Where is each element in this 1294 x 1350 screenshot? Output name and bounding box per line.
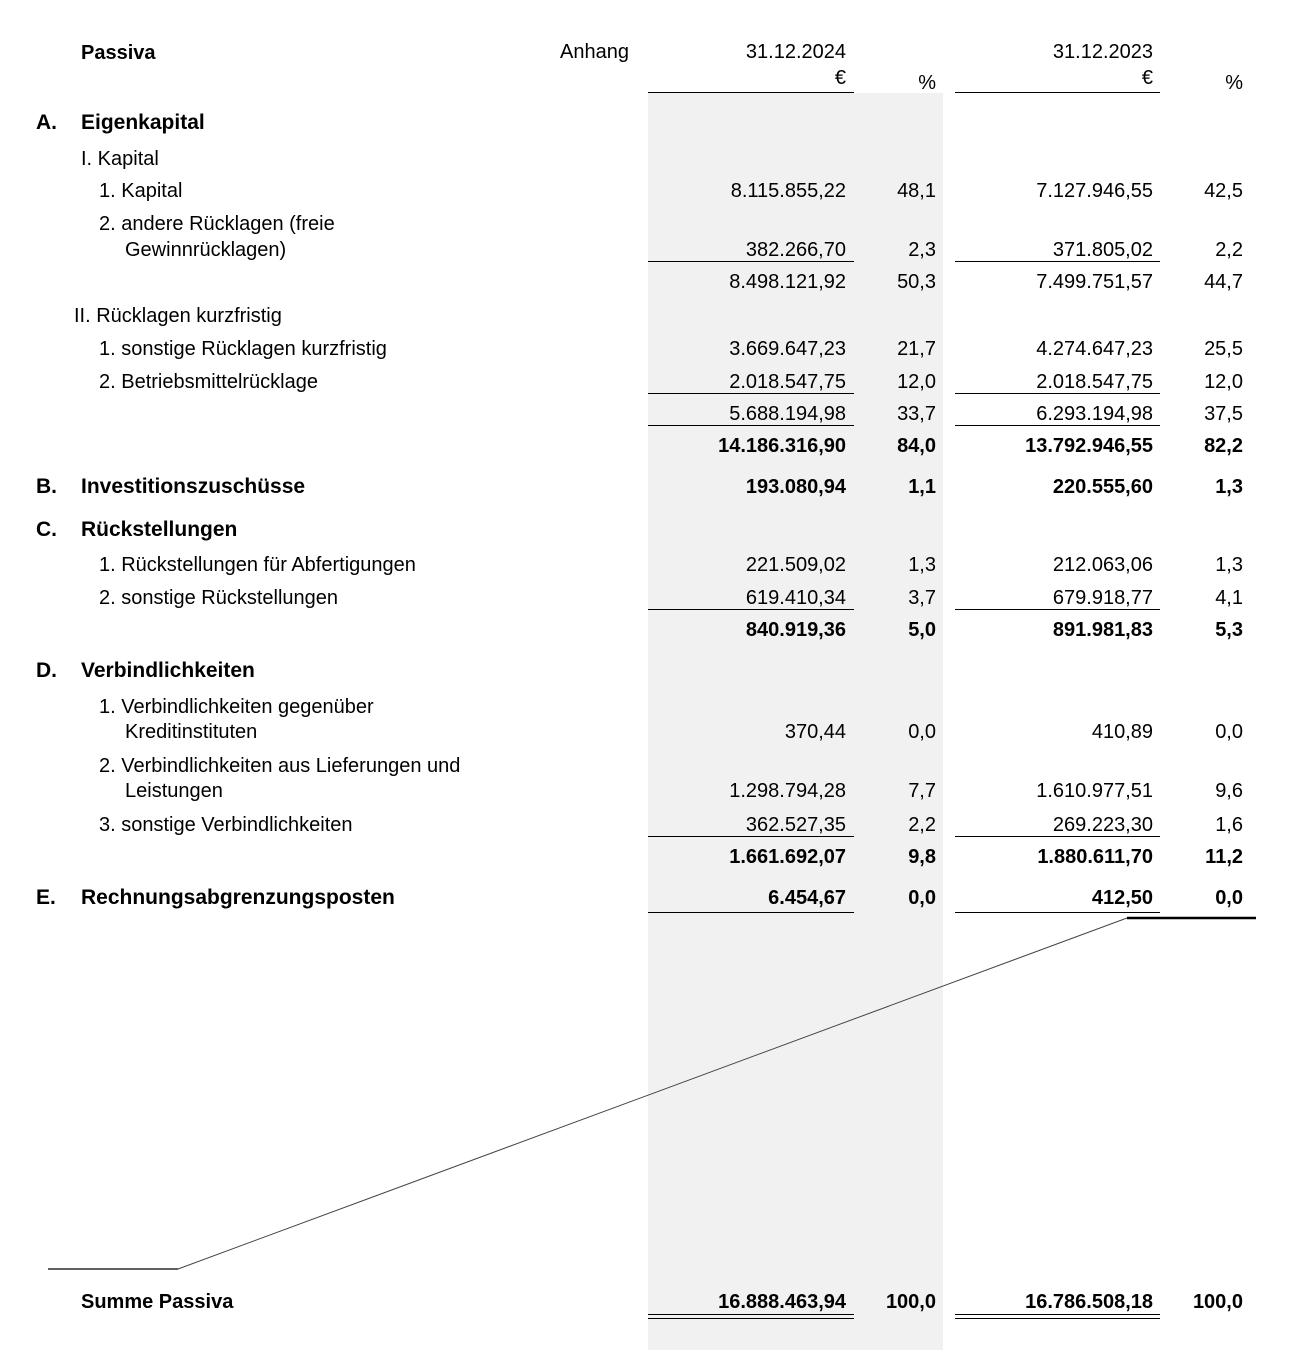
section-title-eigenkapital: Eigenkapital — [81, 111, 205, 134]
value-2024: 8.115.855,22 — [730, 180, 846, 202]
row-label-line2: Kreditinstituten — [125, 721, 258, 743]
section-title-rueckstellungen: Rückstellungen — [81, 518, 238, 541]
value-2024: 6.454,67 — [768, 887, 846, 909]
section-title-verbindlichkeiten: Verbindlichkeiten — [81, 659, 255, 682]
value-2023: 6.293.194,98 — [1036, 403, 1153, 425]
value-2024: 8.498.121,92 — [729, 271, 846, 293]
value-2023: 1.880.611,70 — [1037, 846, 1153, 868]
value-2024: 840.919,36 — [745, 619, 846, 641]
value-2023: 412,50 — [1091, 887, 1153, 909]
percent-2024: 2,3 — [908, 239, 936, 261]
percent-2023: 5,3 — [1215, 619, 1243, 641]
row-label-line1: 2. andere Rücklagen (freie — [99, 213, 335, 235]
value-2024: 1.661.692,07 — [729, 846, 846, 868]
percent-2023: 82,2 — [1204, 435, 1243, 457]
row-label: 3. sonstige Verbindlichkeiten — [99, 814, 353, 836]
value-2024: 3.669.647,23 — [729, 338, 846, 360]
date-2023-header: 31.12.2023 — [1052, 41, 1153, 63]
percent-2024: 3,7 — [908, 587, 936, 609]
percent-2023: 100,0 — [1192, 1291, 1243, 1313]
percent-2024: 0,0 — [908, 887, 936, 909]
section-letter-e: E. — [36, 886, 56, 909]
row-label-line2: Leistungen — [125, 780, 223, 802]
page-title: Passiva — [81, 42, 156, 64]
section-letter-b: B. — [36, 475, 57, 498]
percent-2024: 50,3 — [897, 271, 936, 293]
percent-2023: 25,5 — [1204, 338, 1243, 360]
percent-2023: 0,0 — [1215, 887, 1243, 909]
value-2023: 7.127.946,55 — [1036, 180, 1153, 202]
value-2023: 2.018.547,75 — [1036, 371, 1153, 393]
value-2023: 410,89 — [1091, 721, 1153, 743]
percent-2023: 12,0 — [1204, 371, 1243, 393]
value-2024: 370,44 — [784, 721, 846, 743]
subsection-ruecklagen-kurzfristig: II. Rücklagen kurzfristig — [74, 305, 282, 327]
percent-2024: 7,7 — [908, 780, 936, 802]
percent-2024: 33,7 — [897, 403, 936, 425]
value-2023: 1.610.977,51 — [1036, 780, 1153, 802]
percent-2023: 4,1 — [1215, 587, 1243, 609]
section-letter-c: C. — [36, 518, 57, 541]
value-2024: 382.266,70 — [745, 239, 846, 261]
row-label-line1: 2. Verbindlichkeiten aus Lieferungen und — [99, 755, 461, 777]
currency-2024-header: € — [834, 67, 846, 89]
value-2023: 13.792.946,55 — [1025, 435, 1153, 457]
row-label: 1. Kapital — [99, 180, 183, 202]
percent-2024: 12,0 — [897, 371, 936, 393]
value-2024: 362.527,35 — [745, 814, 846, 836]
value-2023: 16.786.508,18 — [1025, 1291, 1153, 1313]
section-title-rechnungsabgrenzungsposten: Rechnungsabgrenzungsposten — [81, 886, 395, 909]
percent-2023: 42,5 — [1204, 180, 1243, 202]
section-letter-a: A. — [36, 111, 57, 134]
date-2024-header: 31.12.2024 — [745, 41, 846, 63]
value-2024: 221.509,02 — [745, 554, 846, 576]
row-label: 2. Betriebsmittelrücklage — [99, 371, 318, 393]
percent-2023: 44,7 — [1204, 271, 1243, 293]
percent-2024: 21,7 — [897, 338, 936, 360]
grand-total-double-rule — [955, 1314, 1160, 1319]
percent-2024: 100,0 — [885, 1291, 936, 1313]
percent-2024: 0,0 — [908, 721, 936, 743]
percent-2023: 37,5 — [1204, 403, 1243, 425]
percent-2023: 1,6 — [1215, 814, 1243, 836]
value-2023: 4.274.647,23 — [1036, 338, 1153, 360]
row-label: 1. Rückstellungen für Abfertigungen — [99, 554, 416, 576]
section-title-investitionszuschuesse: Investitionszuschüsse — [81, 475, 306, 498]
value-2024: 193.080,94 — [745, 476, 846, 498]
value-2024: 16.888.463,94 — [718, 1291, 846, 1313]
value-2023: 371.805,02 — [1052, 239, 1153, 261]
row-label-line1: 1. Verbindlichkeiten gegenüber — [99, 696, 374, 718]
value-2024: 619.410,34 — [745, 587, 846, 609]
value-2023: 891.981,83 — [1052, 619, 1153, 641]
section-letter-d: D. — [36, 659, 57, 682]
note-column-header: Anhang — [560, 41, 629, 63]
leader-line-diagonal — [178, 918, 1127, 1269]
value-2023: 212.063,06 — [1052, 554, 1153, 576]
value-2024: 1.298.794,28 — [729, 780, 846, 802]
value-2024: 14.186.316,90 — [718, 435, 846, 457]
percent-2024: 1,3 — [908, 554, 936, 576]
value-2023: 7.499.751,57 — [1036, 271, 1153, 293]
percent-2024: 5,0 — [908, 619, 936, 641]
percent-2024: 84,0 — [897, 435, 936, 457]
percent-2023: 0,0 — [1215, 721, 1243, 743]
percent-2023-header: % — [1225, 72, 1243, 94]
percent-2023: 11,2 — [1205, 846, 1243, 868]
value-2023: 679.918,77 — [1052, 587, 1153, 609]
percent-2024: 1,1 — [908, 476, 936, 498]
row-label: 1. sonstige Rücklagen kurzfristig — [99, 338, 387, 360]
percent-2023: 9,6 — [1215, 780, 1243, 802]
percent-2024: 2,2 — [908, 814, 936, 836]
currency-2023-header: € — [1141, 67, 1153, 89]
value-2023: 269.223,30 — [1052, 814, 1153, 836]
percent-2024-header: % — [918, 72, 936, 94]
row-label: 2. sonstige Rückstellungen — [99, 587, 339, 609]
value-2024: 5.688.194,98 — [729, 403, 846, 425]
row-label-line2: Gewinnrücklagen) — [125, 239, 287, 261]
percent-2023: 1,3 — [1215, 476, 1243, 498]
grand-total-double-rule — [648, 1314, 854, 1319]
value-2024: 2.018.547,75 — [729, 371, 846, 393]
percent-2023: 1,3 — [1215, 554, 1243, 576]
value-2023: 220.555,60 — [1052, 476, 1153, 498]
grand-total-label: Summe Passiva — [81, 1291, 234, 1313]
percent-2023: 2,2 — [1215, 239, 1243, 261]
percent-2024: 48,1 — [897, 180, 936, 202]
subsection-kapital: I. Kapital — [81, 148, 159, 170]
percent-2024: 9,8 — [908, 846, 936, 868]
